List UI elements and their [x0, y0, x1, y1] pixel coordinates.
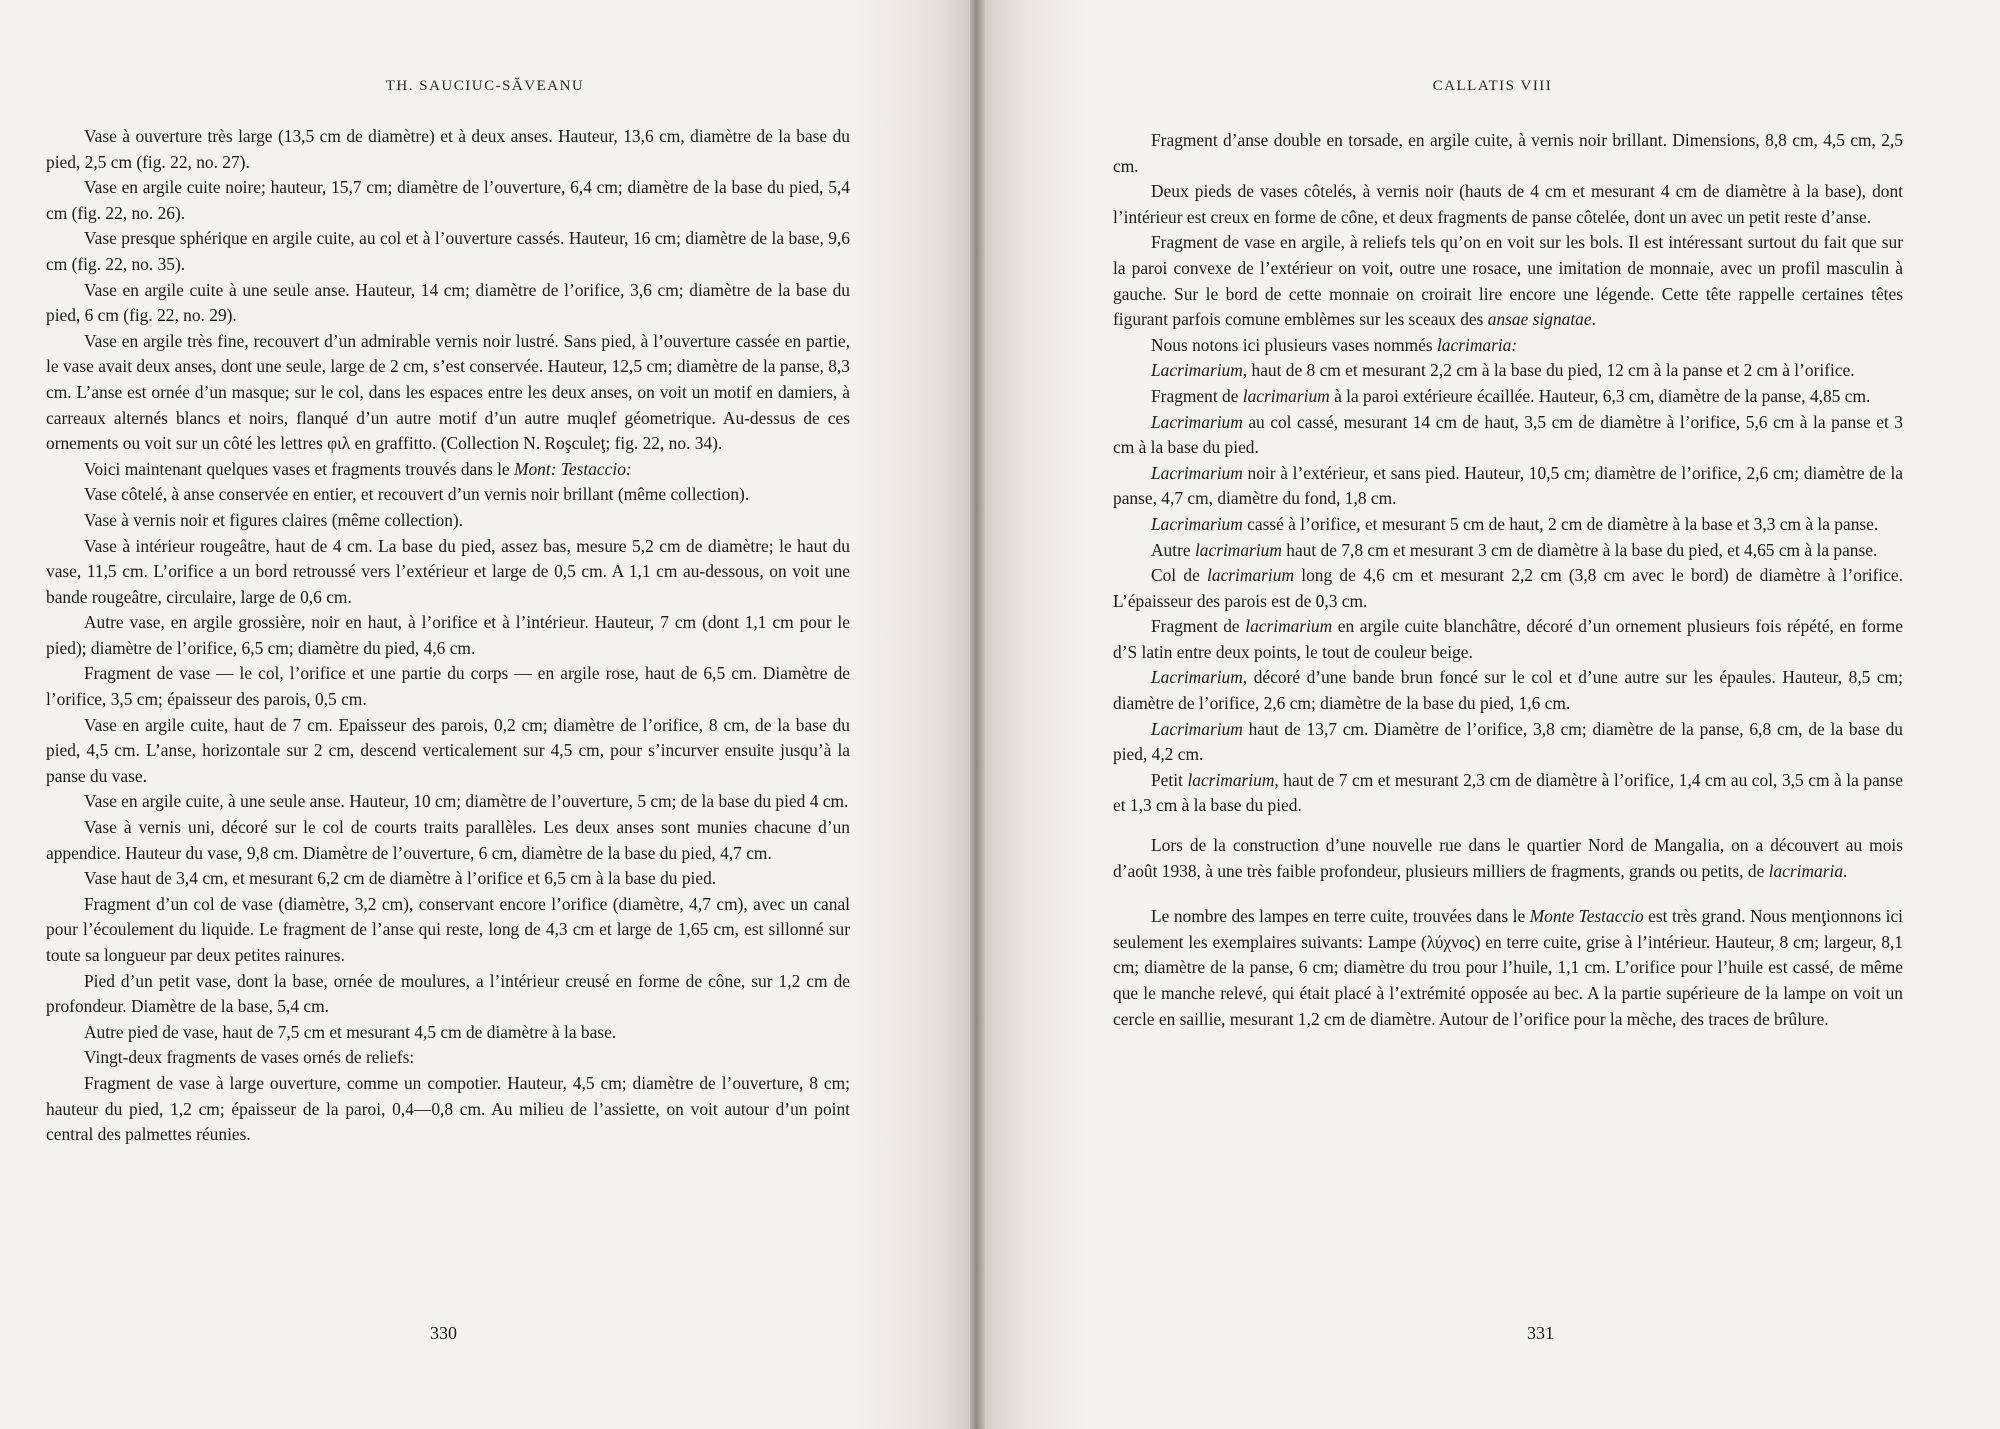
paragraph: Deux pieds de vases côtelés, à vernis noir (hauts de 4 cm et mesurant 4 cm de diamètre à la base), dont l’intérieur est creux en forme de cône, et deux fragments de panse côtelée, dont un avec un petit reste d’anse.: [1113, 181, 1903, 227]
paragraph: Fragment de vase à large ouverture, comme un compotier. Hauteur, 4,5 cm; diamètre de l’ouverture, 8 cm; hauteur du pied, 1,2 cm; épaisseur de la paroi, 0,4—0,8 cm. Au milieu de l’assiette, on voit autour d’un point central des palmettes réunies.: [46, 1072, 850, 1145]
paragraph-text: Voici maintenant quelques vases et fragments trouvés dans le: [84, 458, 514, 479]
page-number: 330: [430, 1323, 457, 1343]
paragraph: Vase en argile cuite à une seule anse. Hauteur, 14 cm; diamètre de l’orifice, 3,6 cm; diamètre de la base du pied, 6 cm (fig. 22, no. 29).: [46, 279, 850, 326]
paragraph-text: cassé à l’orifice, et mesurant 5 cm de haut, 2 cm de diamètre à la base et 3,3 cm à la panse.: [1242, 513, 1879, 534]
paragraph: Fragment de vase — le col, l’orifice et une partie du corps — en argile rose, haut de 6,5 cm. Diamètre de l’orifice, 3,5 cm; épaisseur des parois, 0,5 cm.: [46, 663, 850, 710]
italic-term: lacrimarium: [1245, 616, 1333, 637]
paragraph-text: Fragment de vase en argile, à reliefs tels qu’on en voit sur les bols. Il est intéressant surtout du fait que sur la paroi convexe de l’extérieur on voit, outre une rosace, une imitation de monnaie, avec un profil masculin à gauche. Sur le bord de cette monnaie on croirait lire encore une légende. Cette tête rappelle certaines têtes figurant parfois comune emblèmes sur les sceaux des: [1113, 232, 1903, 330]
paragraph: Vase à vernis uni, décoré sur le col de courts traits parallèles. Les deux anses sont munies chacune d’un appendice. Hauteur du vase, 9,8 cm. Diamètre de l’ouverture, 6 cm, diamètre de la base du pied, 4,7 cm.: [46, 817, 850, 863]
running-header: CALLATIS VIII: [1432, 78, 1553, 94]
italic-term: Lacrimarium: [1151, 718, 1243, 739]
italic-term: Monte Testaccio: [1529, 906, 1644, 927]
italic-term: ansae signatae: [1487, 309, 1592, 330]
paragraph: Vase à vernis noir et figures claires (même collection).: [84, 509, 464, 530]
paragraph: Vase côtelé, à anse conservée en entier, et recouvert d’un vernis noir brillant (même collection).: [84, 484, 750, 505]
paragraph: Vase en argile cuite noire; hauteur, 15,7 cm; diamètre de l’ouverture, 6,4 cm; diamètre de la base du pied, 5,4 cm (fig. 22, no. 26).: [46, 177, 850, 223]
paragraph: Autre vase, en argile grossière, noir en haut, à l’orifice et à l’intérieur. Hauteur, 7 cm (dont 1,1 cm pour le pied); diamètre de l’orifice, 6,5 cm; diamètre du pied, 4,6 cm.: [46, 612, 850, 658]
paragraph: [1113, 717, 1903, 768]
italic-term: Lacrimarium: [1151, 462, 1243, 483]
paragraph-text: noir à l’extérieur, et sans pied. Hauteur, 10,5 cm; diamètre de l’orifice, 2,6 cm; diamètre de la panse, 4,7 cm, diamètre du fond, 1,8 cm.: [1113, 462, 1903, 509]
page-number: 331: [1527, 1323, 1554, 1343]
paragraph-text: à la paroi extérieure écaillée. Hauteur, 6,3 cm, diamètre de la panse, 4,85 cm.: [1329, 385, 1871, 406]
paragraph: [46, 457, 850, 483]
paragraph: [1113, 384, 1903, 410]
italic-term: Mont: Testaccio:: [513, 458, 632, 479]
paragraph-text: .: [1591, 309, 1596, 330]
italic-term: lacrimarium: [1187, 769, 1275, 790]
paragraph-text: haut de 13,7 cm. Diamètre de l’orifice, 3,8 cm; diamètre de la panse, 6,8 cm, de la base du pied, 4,2 cm.: [1113, 718, 1903, 765]
paragraph: Vase en argile cuite, haut de 7 cm. Epaisseur des parois, 0,2 cm; diamètre de l’orifice, 8 cm, de la base du pied, 4,5 cm. L’anse, horizontale sur 2 cm, descend verticalement sur 4,5 cm, pour s’incurver ensuite jusqu’à la panse du vase.: [46, 714, 850, 786]
paragraph-text: , haut de 8 cm et mesurant 2,2 cm à la base du pied, 12 cm à la panse et 2 cm à l’orifice.: [1242, 360, 1855, 381]
paragraph-text: , décoré d’une bande brun foncé sur le col et d’une autre sur les épaules. Hauteur, 8,5 cm; diamètre de l’orifice, 2,6 cm; diamètre de la base du pied, 1,6 cm.: [1113, 667, 1903, 714]
running-header: TH. SAUCIUC-SĂVEANU: [385, 78, 585, 94]
paragraph-text: .: [1843, 860, 1848, 881]
paragraph: [1113, 563, 1903, 614]
left-page: [0, 0, 970, 1429]
paragraph: [1113, 410, 1903, 461]
paragraph-text: est très grand. Nous menţionnons ici seulement les exemplaires suivants: Lampe (λύχνος) en terre cuite, grise à l’intérieur. Hauteur, 8 cm; largeur, 8,1 cm; diamètre de la panse, 6 cm; diamètre du trou pour l’huile, 1,1 cm. L’orifice pour l’huile est cassé, de même que le manche relevé, qui était placé à l’extrémité opposée au bec. A la partie supérieure de la lampe on voit un cercle en saillie, mesurant 1,2 cm de diamètre. Autour de l’orifice pour la mèche, des traces de brûlure.: [1113, 906, 1904, 1029]
paragraph-text: Petit: [1151, 769, 1188, 790]
italic-term: lacrimaria:: [1436, 334, 1518, 355]
italic-term: lacrimaria: [1768, 860, 1844, 881]
paragraph-text: Le nombre des lampes en terre cuite, trouvées dans le: [1151, 906, 1530, 927]
paragraph: Vase presque sphérique en argile cuite, au col et à l’ouverture cassés. Hauteur, 16 cm; diamètre de la base, 9,6 cm (fig. 22, no. 35).: [46, 228, 850, 274]
paragraph: [1113, 768, 1903, 819]
paragraph: [1113, 512, 1903, 538]
paragraph-text: Lors de la construction d’une nouvelle rue dans le quartier Nord de Mangalia, on a découvert au mois d’août 1938, à une très faible profondeur, plusieurs milliers de fragments, grands ou petits, de: [1113, 835, 1903, 881]
paragraph: [1113, 461, 1903, 512]
paragraph: [1113, 833, 1903, 884]
paragraph: Autre pied de vase, haut de 7,5 cm et mesurant 4,5 cm de diamètre à la base.: [84, 1021, 617, 1042]
paragraph: Vase en argile cuite, à une seule anse. Hauteur, 10 cm; diamètre de l’ouverture, 5 cm; de la base du pied 4 cm.: [84, 791, 849, 812]
paragraph: [1113, 358, 1903, 384]
italic-term: Lacrimarium: [1151, 667, 1243, 688]
right-page: [985, 0, 2000, 1429]
paragraph: Vingt-deux fragments de vases ornés de reliefs:: [84, 1047, 415, 1068]
page-body: [46, 124, 850, 1148]
paragraph: [1113, 538, 1903, 564]
italic-term: Lacrimarium: [1151, 513, 1243, 534]
paragraph-text: haut de 7,8 cm et mesurant 3 cm de diamètre à la base du pied, et 4,65 cm à la panse.: [1281, 539, 1878, 560]
paragraph: Vase à intérieur rougeâtre, haut de 4 cm. La base du pied, assez bas, mesure 5,2 cm de diamètre; le haut du vase, 11,5 cm. L’orifice a un bord retroussé vers l’extérieur et large de 0,5 cm. A 1,1 cm au-dessous, on voit une bande rougeâtre, circulaire, large de 0,6 cm.: [46, 535, 850, 607]
italic-term: Lacrimarium: [1151, 360, 1243, 381]
paragraph: [1113, 230, 1903, 332]
paragraph: Pied d’un petit vase, dont la base, ornée de moulures, a l’intérieur creusé en forme de cône, sur 1,2 cm de profondeur. Diamètre de la base, 5,4 cm.: [46, 970, 850, 1017]
italic-term: Lacrimarium: [1151, 411, 1243, 432]
italic-term: lacrimarium: [1207, 565, 1295, 586]
paragraph-text: Fragment de: [1151, 385, 1243, 406]
paragraph-text: long de 4,6 cm et mesurant 2,2 cm (3,8 cm avec le bord) de diamètre à l’orifice. L’épaisseur des parois est de 0,3 cm.: [1113, 565, 1903, 611]
italic-term: lacrimarium: [1194, 539, 1282, 560]
paragraph: Vase en argile très fine, recouvert d’un admirable vernis noir lustré. Sans pied, à l’ouverture cassée en partie, le vase avait deux anses, dont une seule, large de 2 cm, s’est conservée. Hauteur, 12,5 cm; diamètre de la panse, 8,3 cm. L’anse est ornée d’un masque; sur le col, dans les espaces entre les deux anses, on voit un motif en damiers, à carreaux alternés blancs et noirs, flanqué d’un autre motif d’un autre muqlef géometrique. Au-dessus de ces ornements ou voit sur un côté les lettres φιλ en graffitto. (Collection N. Roşculeţ; fig. 22, no. 34).: [46, 330, 850, 454]
paragraph: Vase haut de 3,4 cm, et mesurant 6,2 cm de diamètre à l’orifice et 6,5 cm à la base du pied.: [84, 868, 717, 889]
paragraph-text: Nous notons ici plusieurs vases nommés: [1151, 334, 1437, 355]
paragraph: [1113, 614, 1903, 665]
paragraph-text: Fragment de: [1151, 616, 1246, 637]
book-gutter: [970, 0, 985, 1429]
paragraph-text: en argile cuite blanchâtre, décoré d’un ornement plusieurs fois répété, en forme d’S latin entre deux points, le tout de couleur beige.: [1113, 616, 1903, 662]
paragraph: Vase à ouverture très large (13,5 cm de diamètre) et à deux anses. Hauteur, 13,6 cm, diamètre de la base du pied, 2,5 cm (fig. 22, no. 27).: [46, 126, 850, 172]
paragraph: [1113, 904, 1903, 1032]
paragraph-text: Col de: [1151, 565, 1208, 586]
paragraph-text: au col cassé, mesurant 14 cm de haut, 3,5 cm de diamètre à l’orifice, 5,6 cm à la panse et 3 cm à la base du pied.: [1113, 411, 1903, 458]
paragraph: [1113, 333, 1903, 359]
italic-term: lacrimarium: [1242, 385, 1330, 406]
paragraph: [1113, 665, 1903, 716]
paragraph-text: , haut de 7 cm et mesurant 2,3 cm de diamètre à l’orifice, 1,4 cm au col, 3,5 cm à la panse et 1,3 cm à la base du pied.: [1113, 769, 1903, 816]
paragraph: Fragment d’un col de vase (diamètre, 3,2 cm), conservant encore l’orifice (diamètre, 4,7 cm), avec un canal pour l’écoulement du liquide. Le fragment de l’anse qui reste, long de 4,3 cm et large de 1,65 cm, est sillonné sur toute sa longueur par deux petites rainures.: [46, 893, 850, 965]
paragraph: Fragment d’anse double en torsade, en argile cuite, à vernis noir brillant. Dimensions, 8,8 cm, 4,5 cm, 2,5 cm.: [1113, 130, 1903, 176]
paragraph-text: Autre: [1151, 539, 1195, 560]
page-body: [1113, 128, 1903, 1032]
